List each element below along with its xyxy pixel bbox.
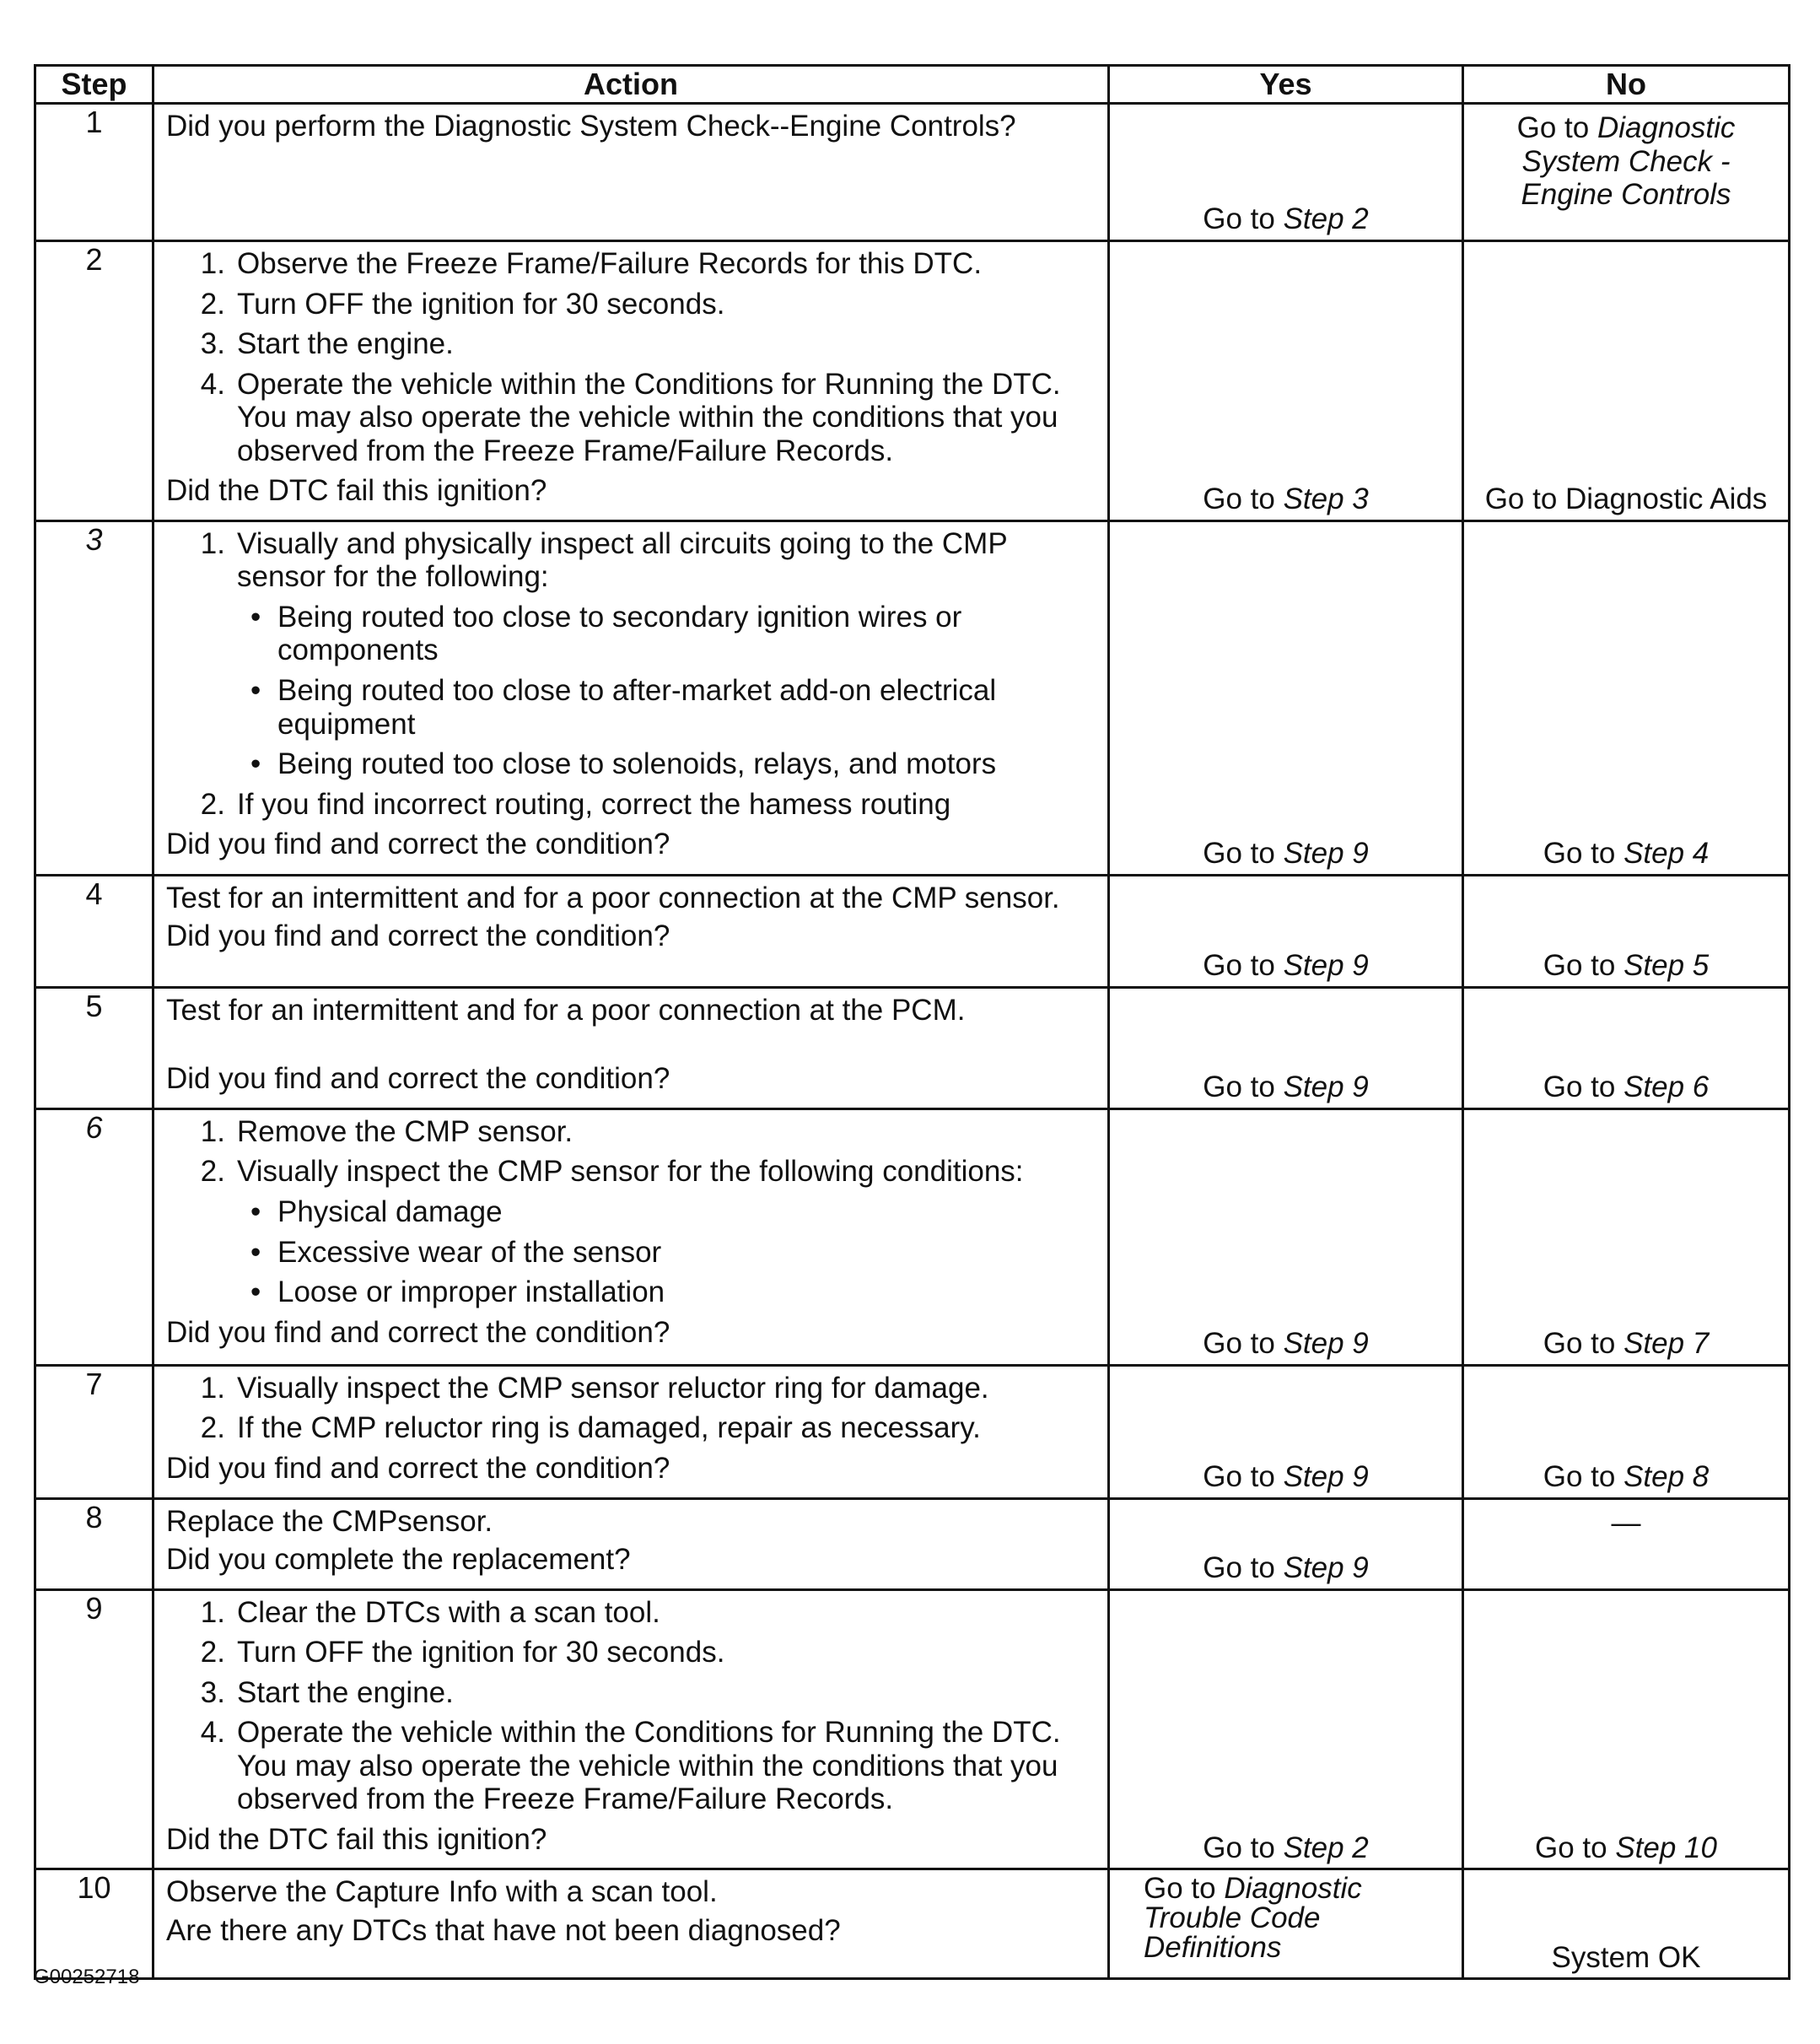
step-number: 9 xyxy=(35,1589,153,1869)
no-prefix: Go to xyxy=(1543,949,1624,983)
yes-result xyxy=(1110,1327,1462,1361)
no-step-link: Step 10 xyxy=(1615,1831,1717,1864)
yes-cell xyxy=(1109,1498,1463,1589)
action-cell xyxy=(153,987,1109,1108)
no-cell xyxy=(1463,104,1790,241)
bullet-item: • Physical damage xyxy=(250,1195,503,1229)
no-result xyxy=(1464,1500,1788,1540)
yes-prefix: Go to xyxy=(1203,1831,1284,1864)
yes-prefix: Go to xyxy=(1144,1872,1225,1906)
step-number: 8 xyxy=(35,1498,153,1589)
header-step: Step xyxy=(35,66,153,104)
no-result xyxy=(1464,949,1788,983)
step-number: 3 xyxy=(35,520,153,875)
no-step-link: Step 6 xyxy=(1623,1071,1710,1104)
yes-result xyxy=(1110,837,1462,871)
numbered-step: 2. Visually inspect the CMP sensor for the following conditions: xyxy=(200,1155,1024,1189)
no-cell xyxy=(1463,875,1790,987)
header-no: No xyxy=(1463,66,1790,104)
step-number: 1 xyxy=(35,104,153,241)
table-row xyxy=(35,875,1790,987)
yes-cell xyxy=(1109,104,1463,241)
action-cell xyxy=(153,241,1109,521)
no-result xyxy=(1464,105,1788,212)
yes-result xyxy=(1110,1870,1462,1965)
yes-prefix: Go to xyxy=(1203,1460,1284,1494)
no-result xyxy=(1464,837,1788,871)
bullet-item: • Being routed too close to after-market add-on electrical equipment xyxy=(250,674,997,741)
no-cell xyxy=(1463,1589,1790,1869)
yes-step-link: Step 9 xyxy=(1283,949,1369,983)
yes-step-link: Step 9 xyxy=(1283,1460,1369,1494)
no-prefix: Go to xyxy=(1535,1831,1616,1864)
no-prefix: Go to xyxy=(1543,1460,1624,1494)
no-prefix: Go to xyxy=(1543,1327,1624,1361)
numbered-step: 4. Operate the vehicle within the Conditions for Running the DTC. You may also operate the vehicle within the conditions that you observed from the Freeze Frame/Failure Records. xyxy=(200,1716,1061,1816)
yes-step-link: Step 2 xyxy=(1283,202,1369,236)
no-prefix: Go to Diagnostic Aids xyxy=(1484,483,1768,516)
table-row xyxy=(35,1365,1790,1498)
action-text: Observe the Capture Info with a scan tool. xyxy=(166,1875,718,1909)
no-cell xyxy=(1463,1108,1790,1365)
bullet-item: • Excessive wear of the sensor xyxy=(250,1235,662,1269)
numbered-step: 3. Start the engine. xyxy=(200,327,454,361)
yes-step-link: Step 9 xyxy=(1283,1071,1369,1104)
yes-cell xyxy=(1109,520,1463,875)
no-cell xyxy=(1463,1869,1790,1979)
no-step-link: Diagnostic System Check - Engine Controls xyxy=(1521,111,1736,212)
no-cell xyxy=(1463,1498,1790,1589)
numbered-step: 2. If you find incorrect routing, correct the hamess routing xyxy=(200,787,951,821)
table-row xyxy=(35,104,1790,241)
yes-prefix: Go to xyxy=(1203,949,1284,983)
action-question: Did you find and correct the condition? xyxy=(166,920,670,953)
action-cell xyxy=(153,1869,1109,1979)
no-step-link: Step 5 xyxy=(1623,949,1710,983)
action-cell xyxy=(153,1108,1109,1365)
header-action: Action xyxy=(153,66,1109,104)
action-cell xyxy=(153,520,1109,875)
table-row xyxy=(35,987,1790,1108)
bullet-item: • Being routed too close to secondary ignition wires or components xyxy=(250,600,962,667)
yes-result xyxy=(1110,949,1462,983)
no-result xyxy=(1464,1071,1788,1104)
bullet-item: • Being routed too close to solenoids, relays, and motors xyxy=(250,747,997,781)
yes-step-link: Step 3 xyxy=(1283,483,1369,516)
yes-result xyxy=(1110,202,1462,236)
yes-result xyxy=(1110,1831,1462,1865)
no-prefix: System OK xyxy=(1551,1940,1701,1974)
no-dash: — xyxy=(1611,1506,1641,1540)
yes-cell xyxy=(1109,1365,1463,1498)
no-step-link: Step 7 xyxy=(1623,1327,1710,1361)
action-question: Did the DTC fail this ignition? xyxy=(166,1822,547,1856)
step-number: 6 xyxy=(35,1108,153,1365)
yes-result xyxy=(1110,1460,1462,1494)
action-text: Test for an intermittent and for a poor connection at the CMP sensor. xyxy=(166,881,1060,914)
no-cell xyxy=(1463,241,1790,521)
bullet-item: • Loose or improper installation xyxy=(250,1275,665,1309)
action-question: Did the DTC fail this ignition? xyxy=(166,474,547,508)
action-question: Did you find and correct the condition? xyxy=(166,1452,670,1486)
numbered-step: 1. Remove the CMP sensor. xyxy=(200,1114,573,1148)
action-question: Did you complete the replacement? xyxy=(166,1543,631,1577)
yes-prefix: Go to xyxy=(1203,1071,1284,1104)
no-cell xyxy=(1463,1365,1790,1498)
table-row xyxy=(35,520,1790,875)
action-cell xyxy=(153,1589,1109,1869)
table-row xyxy=(35,1498,1790,1589)
table-row xyxy=(35,1589,1790,1869)
figure-id: G00252718 xyxy=(34,1966,140,1988)
step-number: 4 xyxy=(35,875,153,987)
yes-step-link: Step 9 xyxy=(1283,1551,1369,1585)
no-result xyxy=(1464,1831,1788,1865)
yes-result xyxy=(1110,1551,1462,1585)
table-row xyxy=(35,1108,1790,1365)
action-text: Replace the CMPsensor. xyxy=(166,1504,493,1538)
action-cell xyxy=(153,1498,1109,1589)
no-result xyxy=(1464,1460,1788,1494)
header-yes: Yes xyxy=(1109,66,1463,104)
no-step-link: Step 4 xyxy=(1623,837,1710,871)
yes-prefix: Go to xyxy=(1203,1327,1284,1361)
yes-cell xyxy=(1109,1869,1463,1979)
yes-cell xyxy=(1109,987,1463,1108)
numbered-step: 1. Observe the Freeze Frame/Failure Records for this DTC. xyxy=(200,247,983,280)
yes-result xyxy=(1110,1071,1462,1104)
action-question: Did you find and correct the condition? xyxy=(166,828,670,861)
step-number: 5 xyxy=(35,987,153,1108)
action-cell xyxy=(153,875,1109,987)
action-cell xyxy=(153,1365,1109,1498)
no-step-link: Step 8 xyxy=(1623,1460,1710,1494)
yes-prefix: Go to xyxy=(1203,1551,1284,1585)
no-result xyxy=(1464,1327,1788,1361)
diagnostic-table xyxy=(34,64,1790,1980)
numbered-step: 1. Visually inspect the CMP sensor reluctor ring for damage. xyxy=(200,1371,989,1405)
no-cell xyxy=(1463,520,1790,875)
yes-step-link: Step 2 xyxy=(1283,1831,1369,1864)
numbered-step: 2. If the CMP reluctor ring is damaged, repair as necessary. xyxy=(200,1411,981,1445)
step-number: 10 xyxy=(35,1869,153,1979)
yes-result xyxy=(1110,483,1462,516)
action-cell xyxy=(153,104,1109,241)
table-row xyxy=(35,1869,1790,1979)
action-question: Did you find and correct the condition? xyxy=(166,1315,670,1349)
yes-cell xyxy=(1109,875,1463,987)
numbered-step: 1. Clear the DTCs with a scan tool. xyxy=(200,1595,660,1629)
yes-cell xyxy=(1109,1108,1463,1365)
step-number: 7 xyxy=(35,1365,153,1498)
action-text: Did you perform the Diagnostic System Check--Engine Controls? xyxy=(166,110,1016,143)
yes-prefix: Go to xyxy=(1203,837,1284,871)
numbered-step: 2. Turn OFF the ignition for 30 seconds. xyxy=(200,287,725,321)
yes-step-link: Step 9 xyxy=(1283,1327,1369,1361)
no-prefix: Go to xyxy=(1543,837,1624,871)
numbered-step: 1. Visually and physically inspect all circuits going to the CMP sensor for the following: xyxy=(200,526,1008,594)
yes-step-link: Diagnostic Trouble Code Definitions xyxy=(1144,1872,1362,1965)
action-text: Test for an intermittent and for a poor connection at the PCM. xyxy=(166,993,966,1027)
yes-cell xyxy=(1109,241,1463,521)
yes-prefix: Go to xyxy=(1203,202,1284,236)
no-result xyxy=(1464,483,1788,516)
numbered-step: 4. Operate the vehicle within the Conditions for Running the DTC. You may also operate the vehicle within the conditions that you observed from the Freeze Frame/Failure Records. xyxy=(200,367,1061,467)
numbered-step: 2. Turn OFF the ignition for 30 seconds. xyxy=(200,1636,725,1669)
yes-step-link: Step 9 xyxy=(1283,837,1369,871)
no-prefix: Go to xyxy=(1516,111,1597,144)
header-row xyxy=(35,66,1790,104)
step-number: 2 xyxy=(35,241,153,521)
table-row xyxy=(35,241,1790,521)
yes-cell xyxy=(1109,1589,1463,1869)
no-prefix: Go to xyxy=(1543,1071,1624,1104)
diagnostic-table-sheet xyxy=(34,64,1788,1980)
numbered-step: 3. Start the engine. xyxy=(200,1675,454,1709)
yes-prefix: Go to xyxy=(1203,483,1284,516)
no-cell xyxy=(1463,987,1790,1108)
action-question: Are there any DTCs that have not been diagnosed? xyxy=(166,1914,841,1948)
action-question: Did you find and correct the condition? xyxy=(166,1062,670,1096)
no-result xyxy=(1464,1941,1788,1975)
